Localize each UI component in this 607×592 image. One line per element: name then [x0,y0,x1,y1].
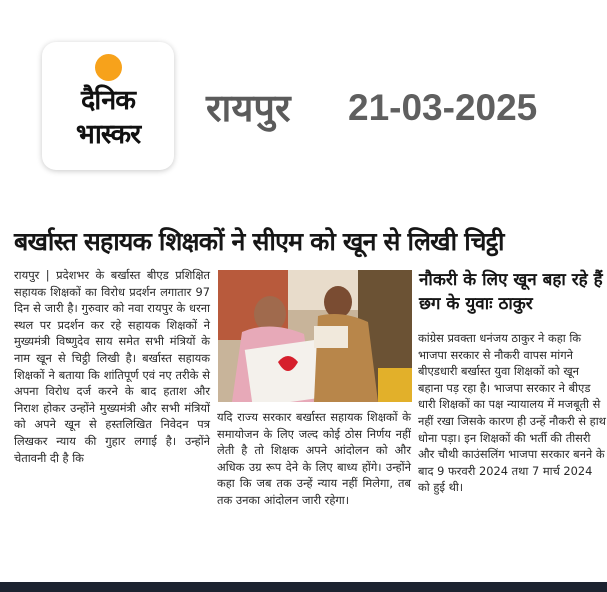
article-column-2: यदि राज्य सरकार बर्खास्त सहायक शिक्षकों के समायोजन के लिए जल्द कोई ठोस निर्णय नहीं लेती है तो शिक्षक अपने आंदोलन को और अधिक उग्र रूप देने के लिए बाध्य होंगे। उन्होंने कहा कि जब तक उन्हें न्याय नहीं मिलेगा, तब तक उनका आंदोलन जारी रहेगा। [217,410,411,507]
article-subheading: नौकरी के लिए खून बहा रहे हैं छग के युवाः ठाकुर [419,270,603,314]
logo-sun-icon [95,54,122,81]
logo-text-dainik: दैनिक [80,85,136,116]
logo-text-bhaskar: भास्कर [75,119,141,150]
edition-date: 21-03-2025 [348,87,538,128]
article-column-3: कांग्रेस प्रवक्ता धनंजय ठाकुर ने कहा कि भाजपा सरकार से नौकरी वापस मांगने बीएडधारी बर्खास्त युवा शिक्षकों को खून बहाना पड़ रहा है। भाजपा सरकार ने बीएड धारी शिक्षकों का पक्ष न्यायालय में मजबूती से नहीं रखा जिसके कारण ही उन्हें नौकरी से हाथ धोना पड़ा। इन शिक्षकों की भर्ती की तीसरी और चौथी काउंसलिंग भाजपा सरकार बनने के बाद 9 फरवरी 2024 तथा 7 मार्च 2024 को हुई थी। [418,331,606,495]
edition-city: रायपुर [206,86,291,130]
news-photo [218,270,412,402]
dainik-bhaskar-logo [42,42,174,170]
article-column-1: रायपुर | प्रदेशभर के बर्खास्त बीएड प्रशिक्षित सहायक शिक्षकों का विरोध प्रदर्शन लगातार 97 दिन से जारी है। गुरुवार को नवा रायपुर के धरना स्थल पर प्रदर्शन कर रहे सहायक शिक्षकों ने मुख्यमंत्री विष्णुदेव साय समेत सभी मंत्रियों के नाम खून से चिट्ठी लिखी है। बर्खास्त सहायक शिक्षकों ने बताया कि शांतिपूर्ण एवं नए तरीके से अपना विरोध दर्ज करने के बाद हताश और निराश होकर उन्होंने मुख्यमंत्री और सभी मंत्रियों को अपने खून से हस्तलिखित निवेदन पत्र लिखकर न्याय की गुहार लगाई है। उन्होंने चेतावनी दी है कि [14,268,210,465]
article-headline: बर्खास्त सहायक शिक्षकों ने सीएम को खून से लिखी चिट्ठी [14,227,504,256]
bottom-edge-bar [0,582,607,592]
protest-blood-letter-photo [218,270,412,402]
